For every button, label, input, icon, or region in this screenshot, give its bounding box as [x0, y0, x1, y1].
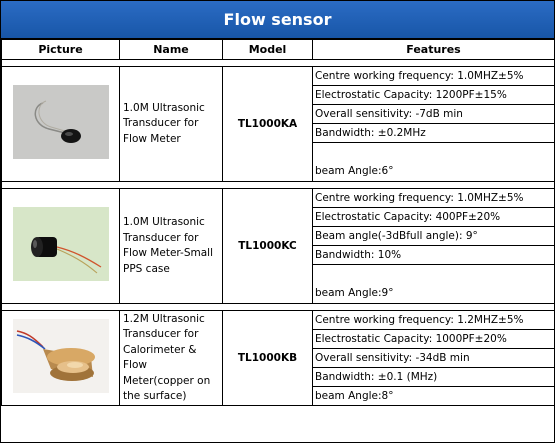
- feature-sensitivity: Overall sensitivity: -34dB min: [313, 349, 555, 368]
- product-picture-cell: [2, 67, 120, 182]
- feature-frequency: Centre working frequency: 1.2MHZ±5%: [313, 311, 555, 330]
- feature-frequency: Centre working frequency: 1.0MHZ±5%: [313, 67, 555, 86]
- product-picture-cell: [2, 189, 120, 304]
- transducer-ka-photo: [13, 85, 109, 159]
- row-spacer: [2, 60, 555, 67]
- feature-sensitivity: Overall sensitivity: -7dB min: [313, 105, 555, 124]
- feature-bandwidth: Bandwidth: 10%: [313, 246, 555, 265]
- product-model: TL1000KB: [223, 311, 313, 406]
- transducer-kc-photo: [13, 207, 109, 281]
- product-model: TL1000KA: [223, 67, 313, 182]
- header-picture: Picture: [2, 40, 120, 60]
- feature-bandwidth: Bandwidth: ±0.1 (MHz): [313, 368, 555, 387]
- feature-beam-angle: beam Angle:6°: [313, 143, 555, 182]
- sheet-title: Flow sensor: [1, 1, 554, 39]
- header-row: [2, 40, 555, 60]
- header-name: Name: [120, 40, 223, 60]
- table-row: [2, 67, 555, 86]
- product-name: 1.2M Ultrasonic Transducer for Calorimeter & Flow Meter(copper on the surface): [120, 311, 223, 406]
- feature-capacity: Electrostatic Capacity: 1200PF±15%: [313, 86, 555, 105]
- table-row: [2, 189, 555, 208]
- product-name: 1.0M Ultrasonic Transducer for Flow Meter-Small PPS case: [120, 189, 223, 304]
- product-table: [1, 39, 555, 406]
- row-spacer: [2, 304, 555, 311]
- feature-bandwidth: Bandwidth: ±0.2MHz: [313, 124, 555, 143]
- feature-capacity: Electrostatic Capacity: 400PF±20%: [313, 208, 555, 227]
- feature-beam-angle: beam Angle:9°: [313, 265, 555, 304]
- product-picture-cell: [2, 311, 120, 406]
- transducer-kb-photo: [13, 319, 109, 393]
- row-spacer: [2, 182, 555, 189]
- product-name: 1.0M Ultrasonic Transducer for Flow Meter: [120, 67, 223, 182]
- header-features: Features: [313, 40, 555, 60]
- feature-capacity: Electrostatic Capacity: 1000PF±20%: [313, 330, 555, 349]
- table-row: [2, 311, 555, 330]
- feature-beam-angle: beam Angle:8°: [313, 387, 555, 406]
- header-model: Model: [223, 40, 313, 60]
- feature-beam-angle-3db: Beam angle(-3dBfull angle): 9°: [313, 227, 555, 246]
- product-model: TL1000KC: [223, 189, 313, 304]
- feature-frequency: Centre working frequency: 1.0MHZ±5%: [313, 189, 555, 208]
